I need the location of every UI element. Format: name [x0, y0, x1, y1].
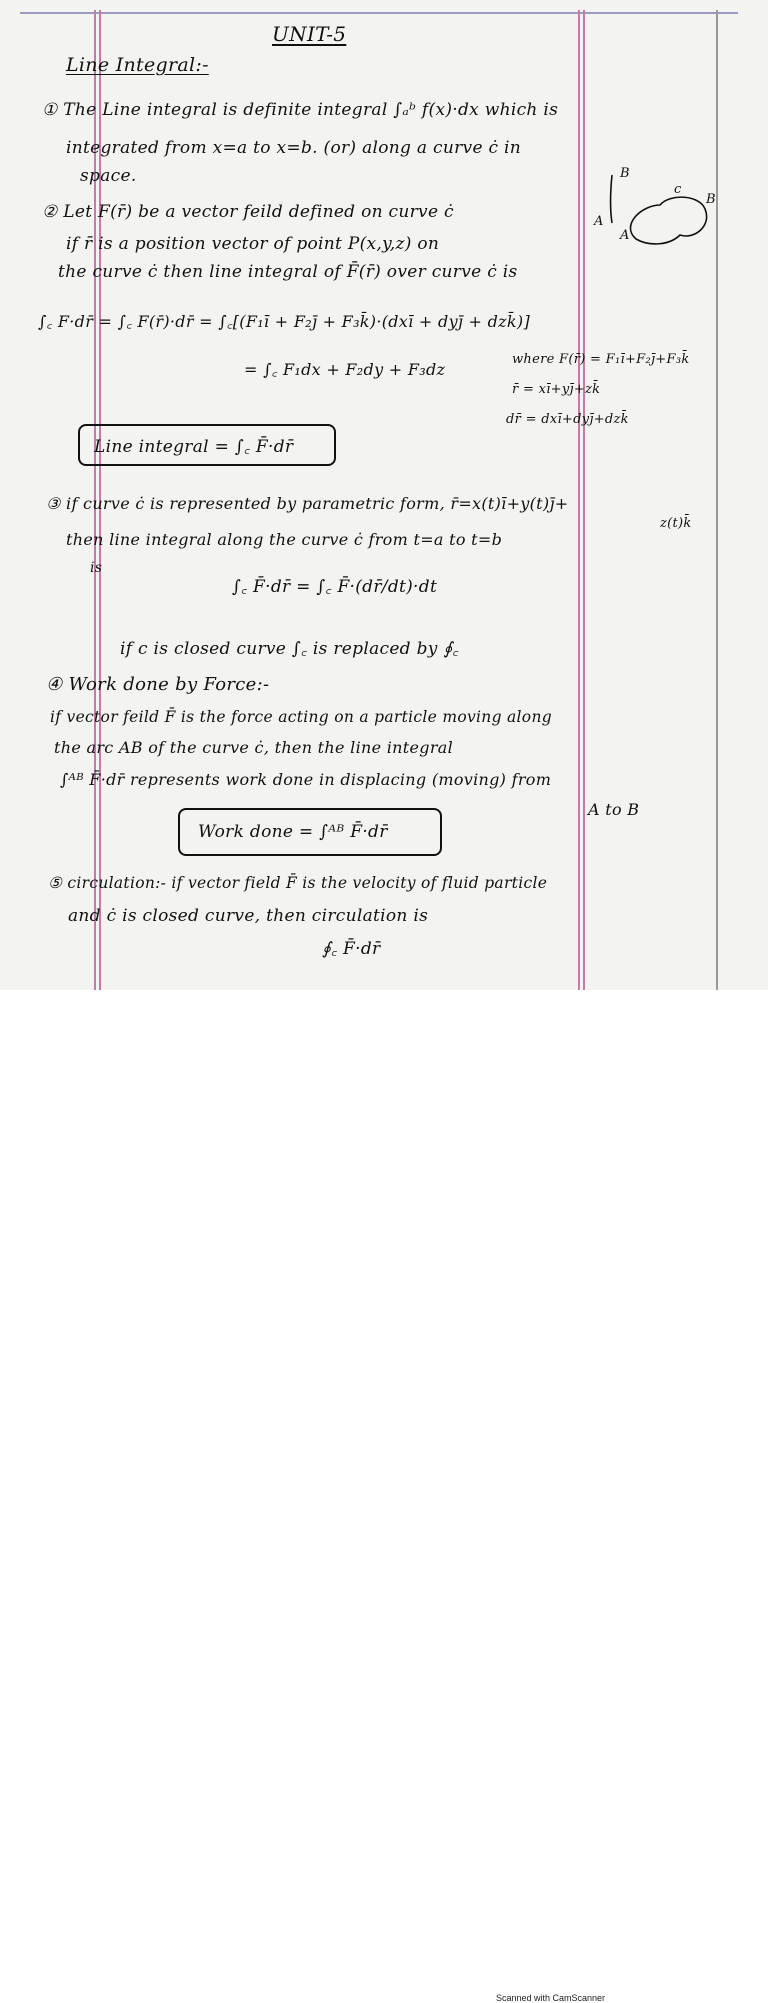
work-done-boxed-formula: Work done = ∫ᴬᴮ F̄·dr̄	[198, 822, 388, 842]
work-done-heading: ④ Work done by Force:-	[46, 674, 270, 695]
page-title: UNIT-5	[272, 22, 347, 46]
diagram-label-b-upper: B	[620, 166, 630, 181]
point-3-line-2: then line integral along the curve ċ from t=a to t=b	[66, 530, 503, 549]
point-2-line-3: the curve ċ then line integral of F̄(r̄) over curve ċ is	[58, 262, 518, 282]
line-integral-boxed-formula: Line integral = ∫꜀ F̄·dr̄	[94, 437, 294, 457]
point-2-line-2: if r̄ is a position vector of point P(x,y,z) on	[66, 234, 440, 254]
point-3-line-1-cont: z(t)k̄	[660, 516, 692, 531]
section-heading: Line Integral:-	[66, 54, 209, 76]
point-4-line-4: A to B	[588, 800, 640, 819]
camscanner-caption: Scanned with CamScanner	[496, 1993, 606, 2003]
point-4-line-1: if vector feild F̄ is the force acting on a particle moving along	[50, 708, 552, 726]
point-3-line-1: ③ if curve ċ is represented by parametric form, r̄=x(t)ī+y(t)j̄+	[46, 494, 569, 513]
right-margin-line-outer	[578, 10, 580, 990]
curve-diagram	[590, 165, 720, 255]
right-margin-line-inner	[583, 10, 585, 990]
closed-curve-path	[630, 197, 706, 244]
point-3-line-3: is	[90, 560, 103, 576]
diagram-label-a-curve: A	[620, 228, 630, 243]
point-1-line-1: ① The Line integral is definite integral ∫ₐᵇ f(x)·dx which is	[42, 100, 559, 120]
point-2-line-1: ② Let F(r̄) be a vector feild defined on curve ċ	[42, 202, 454, 222]
point-1-line-2: integrated from x=a to x=b. (or) along a curve ċ in	[66, 138, 522, 158]
work-done-box	[178, 808, 442, 856]
line-integral-box	[78, 424, 336, 466]
integral-sign-mark	[611, 175, 613, 223]
point-4-line-3: ∫ᴬᴮ F̄·dr̄ represents work done in displacing (moving) from	[60, 770, 552, 789]
line-integral-equation-2: = ∫꜀ F₁dx + F₂dy + F₃dz	[244, 360, 446, 379]
point-4-line-2: the arc AB of the curve ċ, then the line integral	[54, 738, 454, 757]
right-edge-line	[716, 10, 718, 990]
where-definition-1: where F(r̄) = F₁ī+F₂j̄+F₃k̄	[512, 352, 690, 367]
notebook-page	[0, 0, 768, 990]
diagram-label-b-curve: B	[706, 192, 716, 207]
circulation-formula: ∮꜀ F̄·dr̄	[322, 939, 381, 959]
where-definition-3: dr̄ = dxī+dyj̄+dzk̄	[506, 412, 629, 427]
diagram-label-a-lower: A	[594, 214, 604, 229]
point-5-line-1: ⑤ circulation:- if vector field F̄ is the velocity of fluid particle	[48, 874, 548, 892]
parametric-line-integral-equation: ∫꜀ F̄·dr̄ = ∫꜀ F̄·(dr̄/dt)·dt	[232, 577, 438, 597]
diagram-label-c: c	[674, 182, 682, 197]
top-rule-line	[20, 12, 738, 14]
where-definition-2: r̄ = xī+yj̄+zk̄	[512, 382, 601, 397]
closed-curve-note: if c is closed curve ∫꜀ is replaced by ∮꜀	[120, 639, 459, 659]
point-5-line-2: and ċ is closed curve, then circulation is	[68, 906, 429, 926]
point-1-line-3: space.	[80, 166, 137, 186]
line-integral-equation-1: ∫꜀ F·dr̄ = ∫꜀ F(r̄)·dr̄ = ∫꜀[(F₁ī + F₂j̄ + F₃k̄)·(dxī + dyj̄ + dzk̄)]	[38, 312, 530, 331]
scan-footer	[0, 990, 768, 2003]
